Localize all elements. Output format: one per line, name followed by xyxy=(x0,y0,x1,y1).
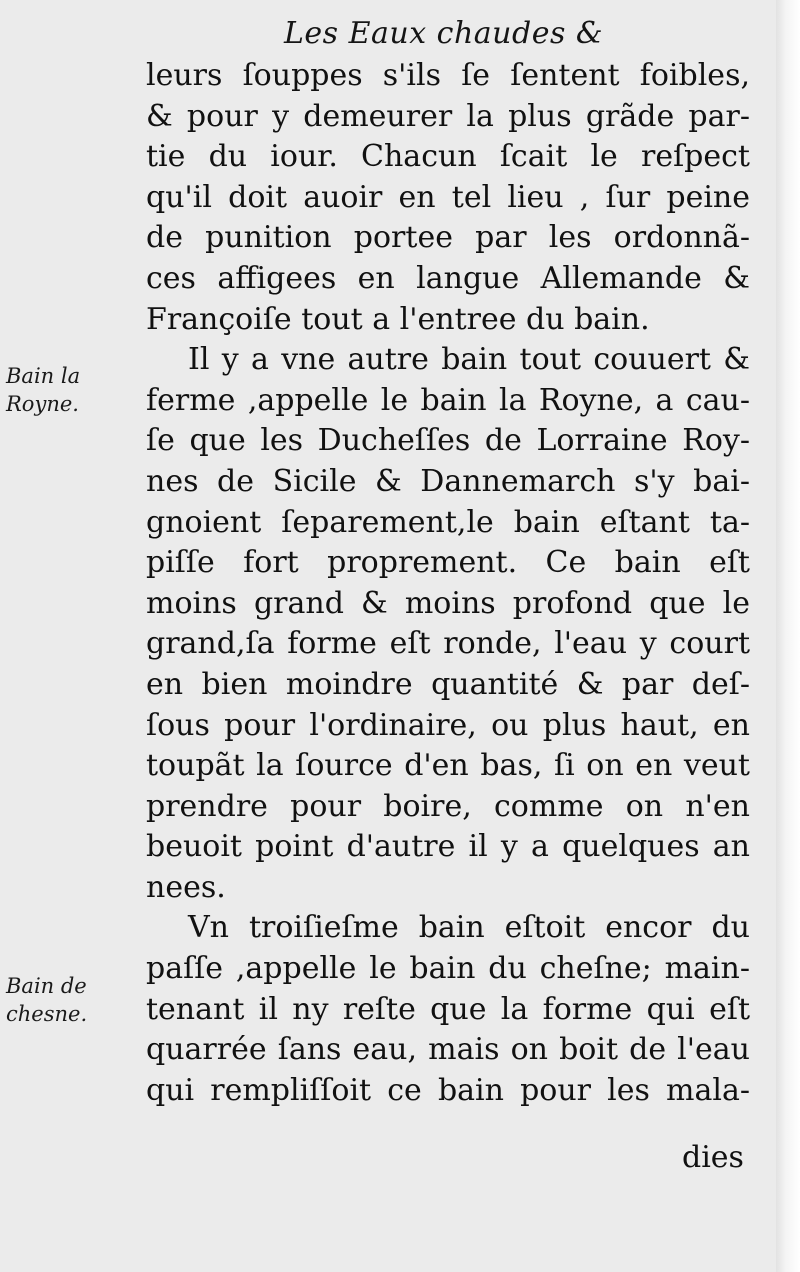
page-edge xyxy=(776,0,800,1272)
running-head: Les Eaux chaudes & xyxy=(284,16,604,51)
text-line: de punition portee par les ordonnã- xyxy=(146,220,750,256)
text-line: ſous pour l'ordinaire, ou plus haut, en xyxy=(146,707,750,743)
text-line: beuoit point d'autre il y a quelques an xyxy=(146,829,750,865)
text-line: leurs ſouppes s'ils ſe ſentent foibles, xyxy=(146,58,750,93)
text-line: Vn troiſieſme bain eſtoit encor du xyxy=(188,910,750,946)
text-line: qui rempliſſoit ce bain pour les mala- xyxy=(146,1072,750,1108)
text-line: nees. xyxy=(146,869,226,905)
body-text xyxy=(146,56,750,1111)
text-line: en bien moindre quantité & par deſ- xyxy=(146,666,750,702)
text-line: toupãt la ſource d'en bas, ſi on en veut xyxy=(146,748,750,784)
text-line: ces affigees en langue Allemande & xyxy=(146,260,750,296)
text-line: gnoient ſeparement,le bain eſtant ta- xyxy=(146,504,750,540)
margin-note-bain-de-chesne xyxy=(6,972,87,1028)
text-line: Françoiſe tout a l'entree du bain. xyxy=(146,301,650,337)
text-line: tenant il ny reſte que la forme qui eſt xyxy=(146,991,750,1027)
text-line: & pour y demeurer la plus grãde par- xyxy=(146,98,750,134)
text-line: ſe que les Ducheſſes de Lorraine Roy- xyxy=(146,423,750,459)
text-line: paſſe ,appelle le bain du cheſne; main- xyxy=(146,951,750,987)
text-line: prendre pour boire, comme on n'en xyxy=(146,788,750,824)
text-line: moins grand & moins profond que le xyxy=(146,585,750,621)
text-line: Il y a vne autre bain tout couuert & xyxy=(188,342,750,378)
catchword: dies xyxy=(682,1140,744,1175)
text-line: ferme ,appelle le bain la Royne, a cau- xyxy=(146,382,750,418)
margin-note-text: Bain la Royne. xyxy=(6,364,81,416)
text-line: piſſe fort proprement. Ce bain eſt xyxy=(146,545,750,581)
margin-note-text: Bain de chesne. xyxy=(6,974,88,1026)
text-line: qu'il doit auoir en tel lieu , ſur peine xyxy=(146,179,750,215)
text-line: tie du iour. Chacun ſcait le reſpect xyxy=(146,139,750,175)
text-line: quarrée ſans eau, mais on boit de l'eau xyxy=(146,1032,750,1068)
margin-note-bain-la-royne xyxy=(6,362,80,418)
text-line: nes de Sicile & Dannemarch s'y bai- xyxy=(146,463,750,499)
text-line: grand,ſa forme eſt ronde, l'eau y court xyxy=(146,626,750,662)
